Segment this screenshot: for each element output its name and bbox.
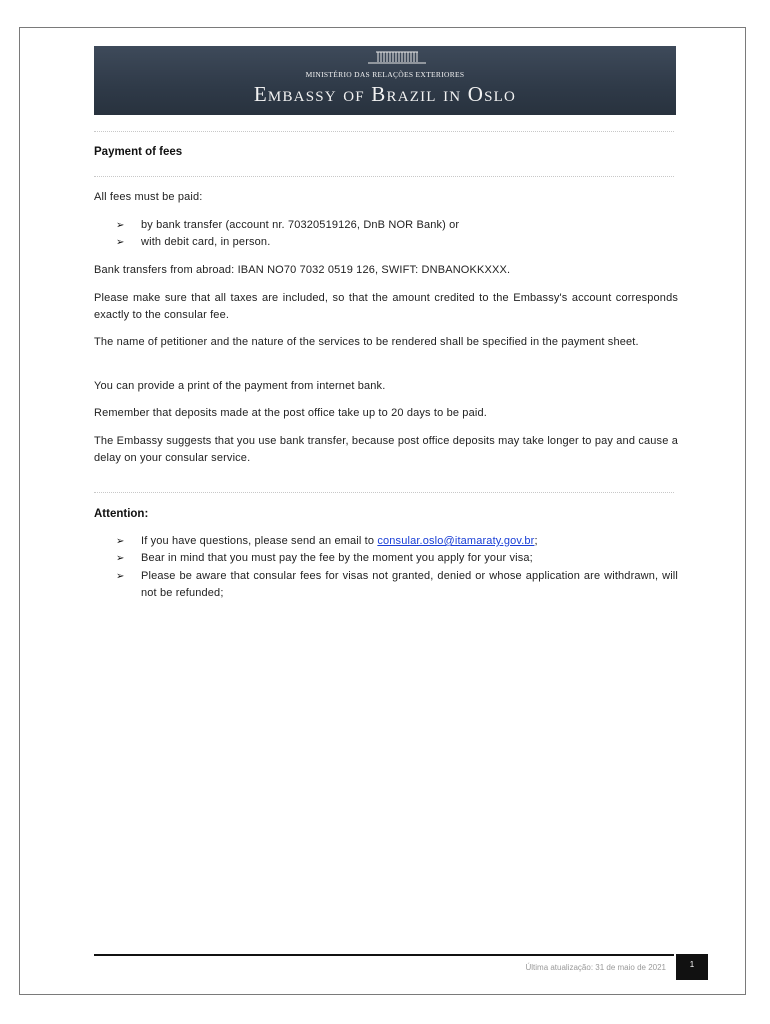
divider bbox=[94, 131, 674, 132]
paragraph: You can provide a print of the payment from internet bank. bbox=[94, 380, 386, 392]
divider bbox=[94, 176, 674, 177]
attention-title: Attention: bbox=[94, 508, 149, 520]
arrow-bullet-icon: ➢ bbox=[116, 237, 125, 248]
paragraph: The name of petitioner and the nature of the services to be rendered shall be specified in the payment sheet. bbox=[94, 336, 639, 348]
list-item: with debit card, in person. bbox=[141, 236, 271, 248]
section-title: Payment of fees bbox=[94, 146, 183, 158]
paragraph: Remember that deposits made at the post office take up to 20 days to be paid. bbox=[94, 407, 487, 419]
paragraph: Please make sure that all taxes are included, so that the amount credited to the Embassy's account corresponds exactly to the consular fee. bbox=[94, 292, 678, 321]
document-page bbox=[19, 27, 746, 995]
header-banner bbox=[94, 46, 676, 115]
email-prefix: If you have questions, please send an email to bbox=[141, 535, 378, 547]
ministry-name: MINISTÉRIO DAS RELAÇÕES EXTERIORES bbox=[305, 70, 465, 79]
intro-text: All fees must be paid: bbox=[94, 191, 203, 203]
arrow-bullet-icon: ➢ bbox=[116, 553, 125, 564]
ministry-emblem-icon bbox=[366, 50, 428, 64]
embassy-title: Embassy of Brazil in Oslo bbox=[253, 82, 517, 106]
attention-item: Please be aware that consular fees for visas not granted, denied or whose application are withdrawn, will not be refunded; bbox=[141, 570, 678, 599]
arrow-bullet-icon: ➢ bbox=[116, 220, 125, 231]
paragraph: The Embassy suggests that you use bank transfer, because post office deposits may take longer to pay and cause a delay on your consular service. bbox=[94, 435, 678, 464]
list-item: by bank transfer (account nr. 70320519126, DnB NOR Bank) or bbox=[141, 219, 460, 231]
footer-rule bbox=[94, 954, 674, 956]
last-updated: Última atualização: 31 de maio de 2021 bbox=[525, 963, 666, 972]
email-suffix: ; bbox=[534, 535, 538, 547]
attention-item-email bbox=[141, 533, 678, 550]
page-number: 1 bbox=[676, 954, 708, 980]
email-link[interactable]: consular.oslo@itamaraty.gov.br bbox=[377, 535, 535, 547]
divider bbox=[94, 492, 674, 493]
attention-item: Bear in mind that you must pay the fee by the moment you apply for your visa; bbox=[141, 552, 533, 564]
arrow-bullet-icon: ➢ bbox=[116, 536, 125, 547]
paragraph: Bank transfers from abroad: IBAN NO70 7032 0519 126, SWIFT: DNBANOKKXXX. bbox=[94, 264, 511, 276]
arrow-bullet-icon: ➢ bbox=[116, 571, 125, 582]
